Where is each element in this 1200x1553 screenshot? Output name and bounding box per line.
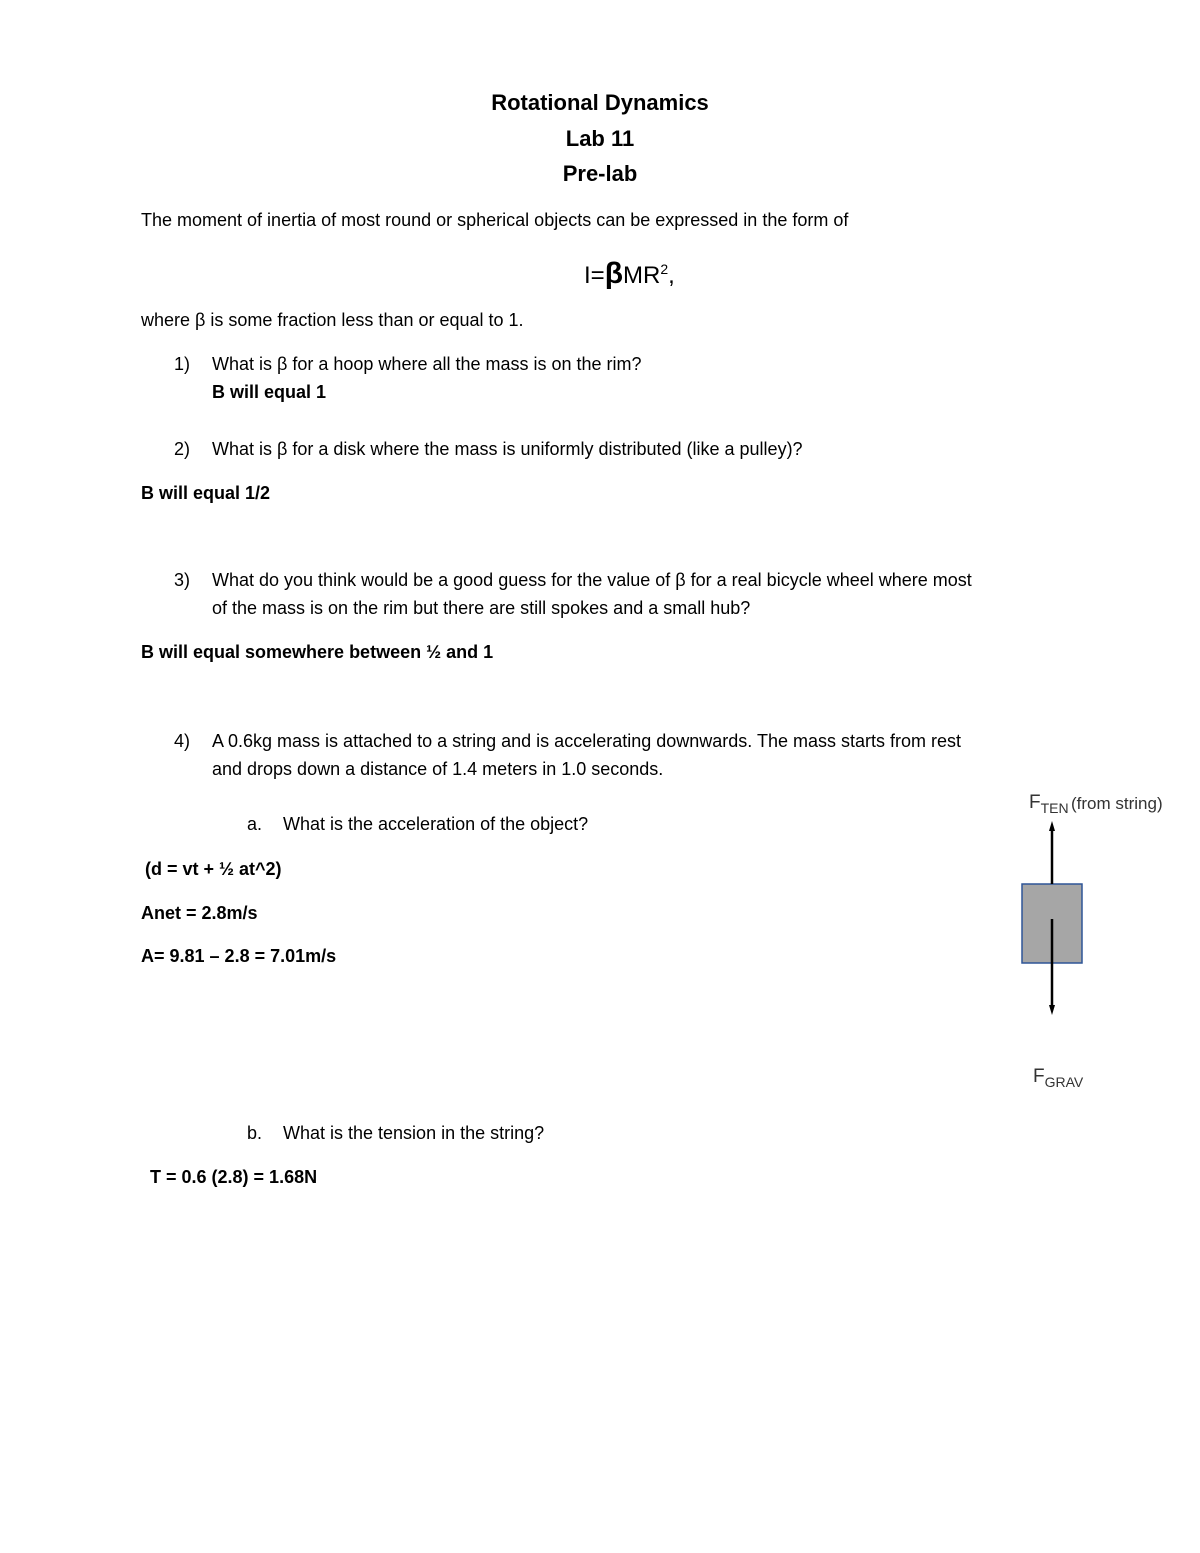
tension-force-label — [1029, 792, 1069, 817]
question-1-text: What is β for a hoop where all the mass is on the rim? — [212, 354, 642, 374]
question-3-answer: B will equal somewhere between ½ and 1 — [141, 642, 494, 662]
formula-mr: MR — [623, 262, 661, 289]
question-2-answer: B will equal 1/2 — [141, 483, 271, 503]
question-2-text: What is β for a disk where the mass is uniformly distributed (like a pulley)? — [212, 439, 803, 459]
part-a-text: What is the acceleration of the object? — [283, 814, 589, 834]
section-heading: Pre-lab — [562, 161, 638, 186]
question-4-text-line-1: A 0.6kg mass is attached to a string and is accelerating downwards. The mass starts from rest — [212, 731, 962, 751]
question-4-number: 4) — [174, 731, 191, 751]
gravity-force-symbol: F — [1033, 1066, 1045, 1087]
part-a-equation: (d = vt + ½ at^2) — [145, 859, 282, 879]
part-b-text: What is the tension in the string? — [283, 1123, 545, 1143]
document-title: Rotational Dynamics — [491, 90, 709, 115]
beta-definition: where β is some fraction less than or equal to 1. — [141, 310, 524, 330]
lab-number: Lab 11 — [565, 126, 635, 151]
gravity-arrow-head — [1049, 1005, 1055, 1015]
part-a-acceleration-answer: A= 9.81 – 2.8 = 7.01m/s — [141, 946, 337, 966]
question-2-number: 2) — [174, 439, 191, 459]
tension-force-note: (from string) — [1071, 794, 1163, 813]
question-3-number: 3) — [174, 570, 191, 590]
part-a-letter: a. — [247, 814, 263, 834]
formula-beta: β — [604, 257, 623, 290]
part-b-tension-answer: T = 0.6 (2.8) = 1.68N — [150, 1167, 318, 1187]
question-1-answer: B will equal 1 — [212, 382, 327, 402]
tension-force-symbol: F — [1029, 792, 1041, 813]
formula-prefix: I= — [584, 262, 605, 289]
free-body-diagram — [1000, 815, 1110, 1025]
question-3-text-line-1: What do you think would be a good guess for the value of β for a real bicycle wheel where most — [212, 570, 972, 590]
gravity-force-subscript: GRAV — [1044, 1073, 1084, 1090]
inertia-formula — [584, 256, 675, 292]
tension-arrow-head — [1049, 821, 1055, 831]
part-b-letter: b. — [247, 1123, 263, 1143]
intro-text: The moment of inertia of most round or spherical objects can be expressed in the form of — [141, 210, 849, 230]
question-3-text-line-2: of the mass is on the rim but there are still spokes and a small hub? — [212, 598, 751, 618]
tension-force-subscript: TEN — [1040, 799, 1069, 816]
formula-exponent: 2 — [660, 261, 669, 277]
part-a-net-acceleration: Anet = 2.8m/s — [141, 903, 258, 923]
question-4-text-line-2: and drops down a distance of 1.4 meters in 1.0 seconds. — [212, 759, 664, 779]
question-1-number: 1) — [174, 354, 191, 374]
gravity-force-label — [1033, 1066, 1083, 1091]
formula-suffix: , — [668, 262, 675, 289]
